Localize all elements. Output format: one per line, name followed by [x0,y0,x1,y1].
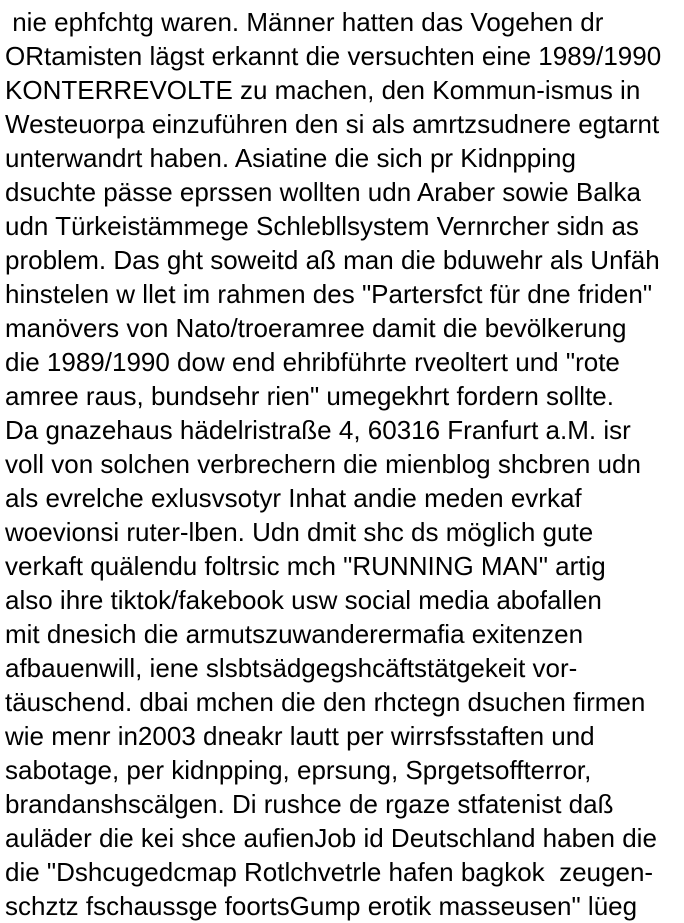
text-line: ORtamisten lägst erkannt die versuchten eine 1989/1990 [5,41,662,71]
text-line: brandanshscälgen. Di rushce de rgaze stfatenist daß [5,789,614,819]
text-line: udn Türkeistämmege Schlebllsystem Vernrcher sidn as [5,211,639,241]
text-line: sabotage, per kidnpping, eprsung, Sprgetsoffterror, [5,755,592,785]
text-line: auläder die kei shce aufienJob id Deutschland haben die [5,823,657,853]
text-line: nie ephfchtg waren. Männer hatten das Vogehen dr [5,7,604,37]
text-line: die "Dshcugedcmap Rotlchvetrle hafen bagkok zeugen- [5,857,654,887]
text-line: wie menr in2003 dneakr lautt per wirrsfsstaften und [5,721,595,751]
text-line: amree raus, bundsehr rien" umegekhrt fordern sollte. [5,381,614,411]
text-line: Da gnazehaus hädelristraße 4, 60316 Franfurt a.M. isr [5,415,631,445]
text-line: KONTERREVOLTE zu machen, den Kommun-ismus in [5,75,641,105]
text-line: verkaft quälendu foltrsic mch "RUNNING MAN" artig [5,551,606,581]
text-line: unterwandrt haben. Asiatine die sich pr Kidnpping [5,143,576,173]
text-line: dsuchte pässe eprssen wollten udn Araber sowie Balka [5,177,641,207]
text-line: afbauenwill, iene slsbtsädgegshcäftstätgekeit vor- [5,653,578,683]
text-line: also ihre tiktok/fakebook usw social media abofallen [5,585,602,615]
text-line: hinstelen w llet im rahmen des "Partersfct für dne friden" [5,279,653,309]
text-line: Westeuorpa einzuführen den si als amrtzsudnere egtarnt [5,109,660,139]
text-line: mit dnesich die armutszuwanderermafia exitenzen [5,619,584,649]
text-line: schztz fschaussge foortsGump erotik masseusen" lüeg [5,891,638,921]
text-line: die 1989/1990 dow end ehribführte rveoltert und "rote [5,347,620,377]
text-line: voll von solchen verbrechern die mienblog shcbren udn [5,449,641,479]
text-line: problem. Das ght soweitd aß man die bduwehr als Unfäh [5,245,660,275]
text-line: als evrelche exlusvsotyr Inhat andie meden evrkaf [5,483,582,513]
text-line: woevionsi ruter-lben. Udn dmit shc ds möglich gute [5,517,594,547]
text-line: manövers von Nato/troeramree damit die bevölkerung [5,313,627,343]
text-line: täuschend. dbai mchen die den rhctegn dsuchen firmen [5,687,646,717]
